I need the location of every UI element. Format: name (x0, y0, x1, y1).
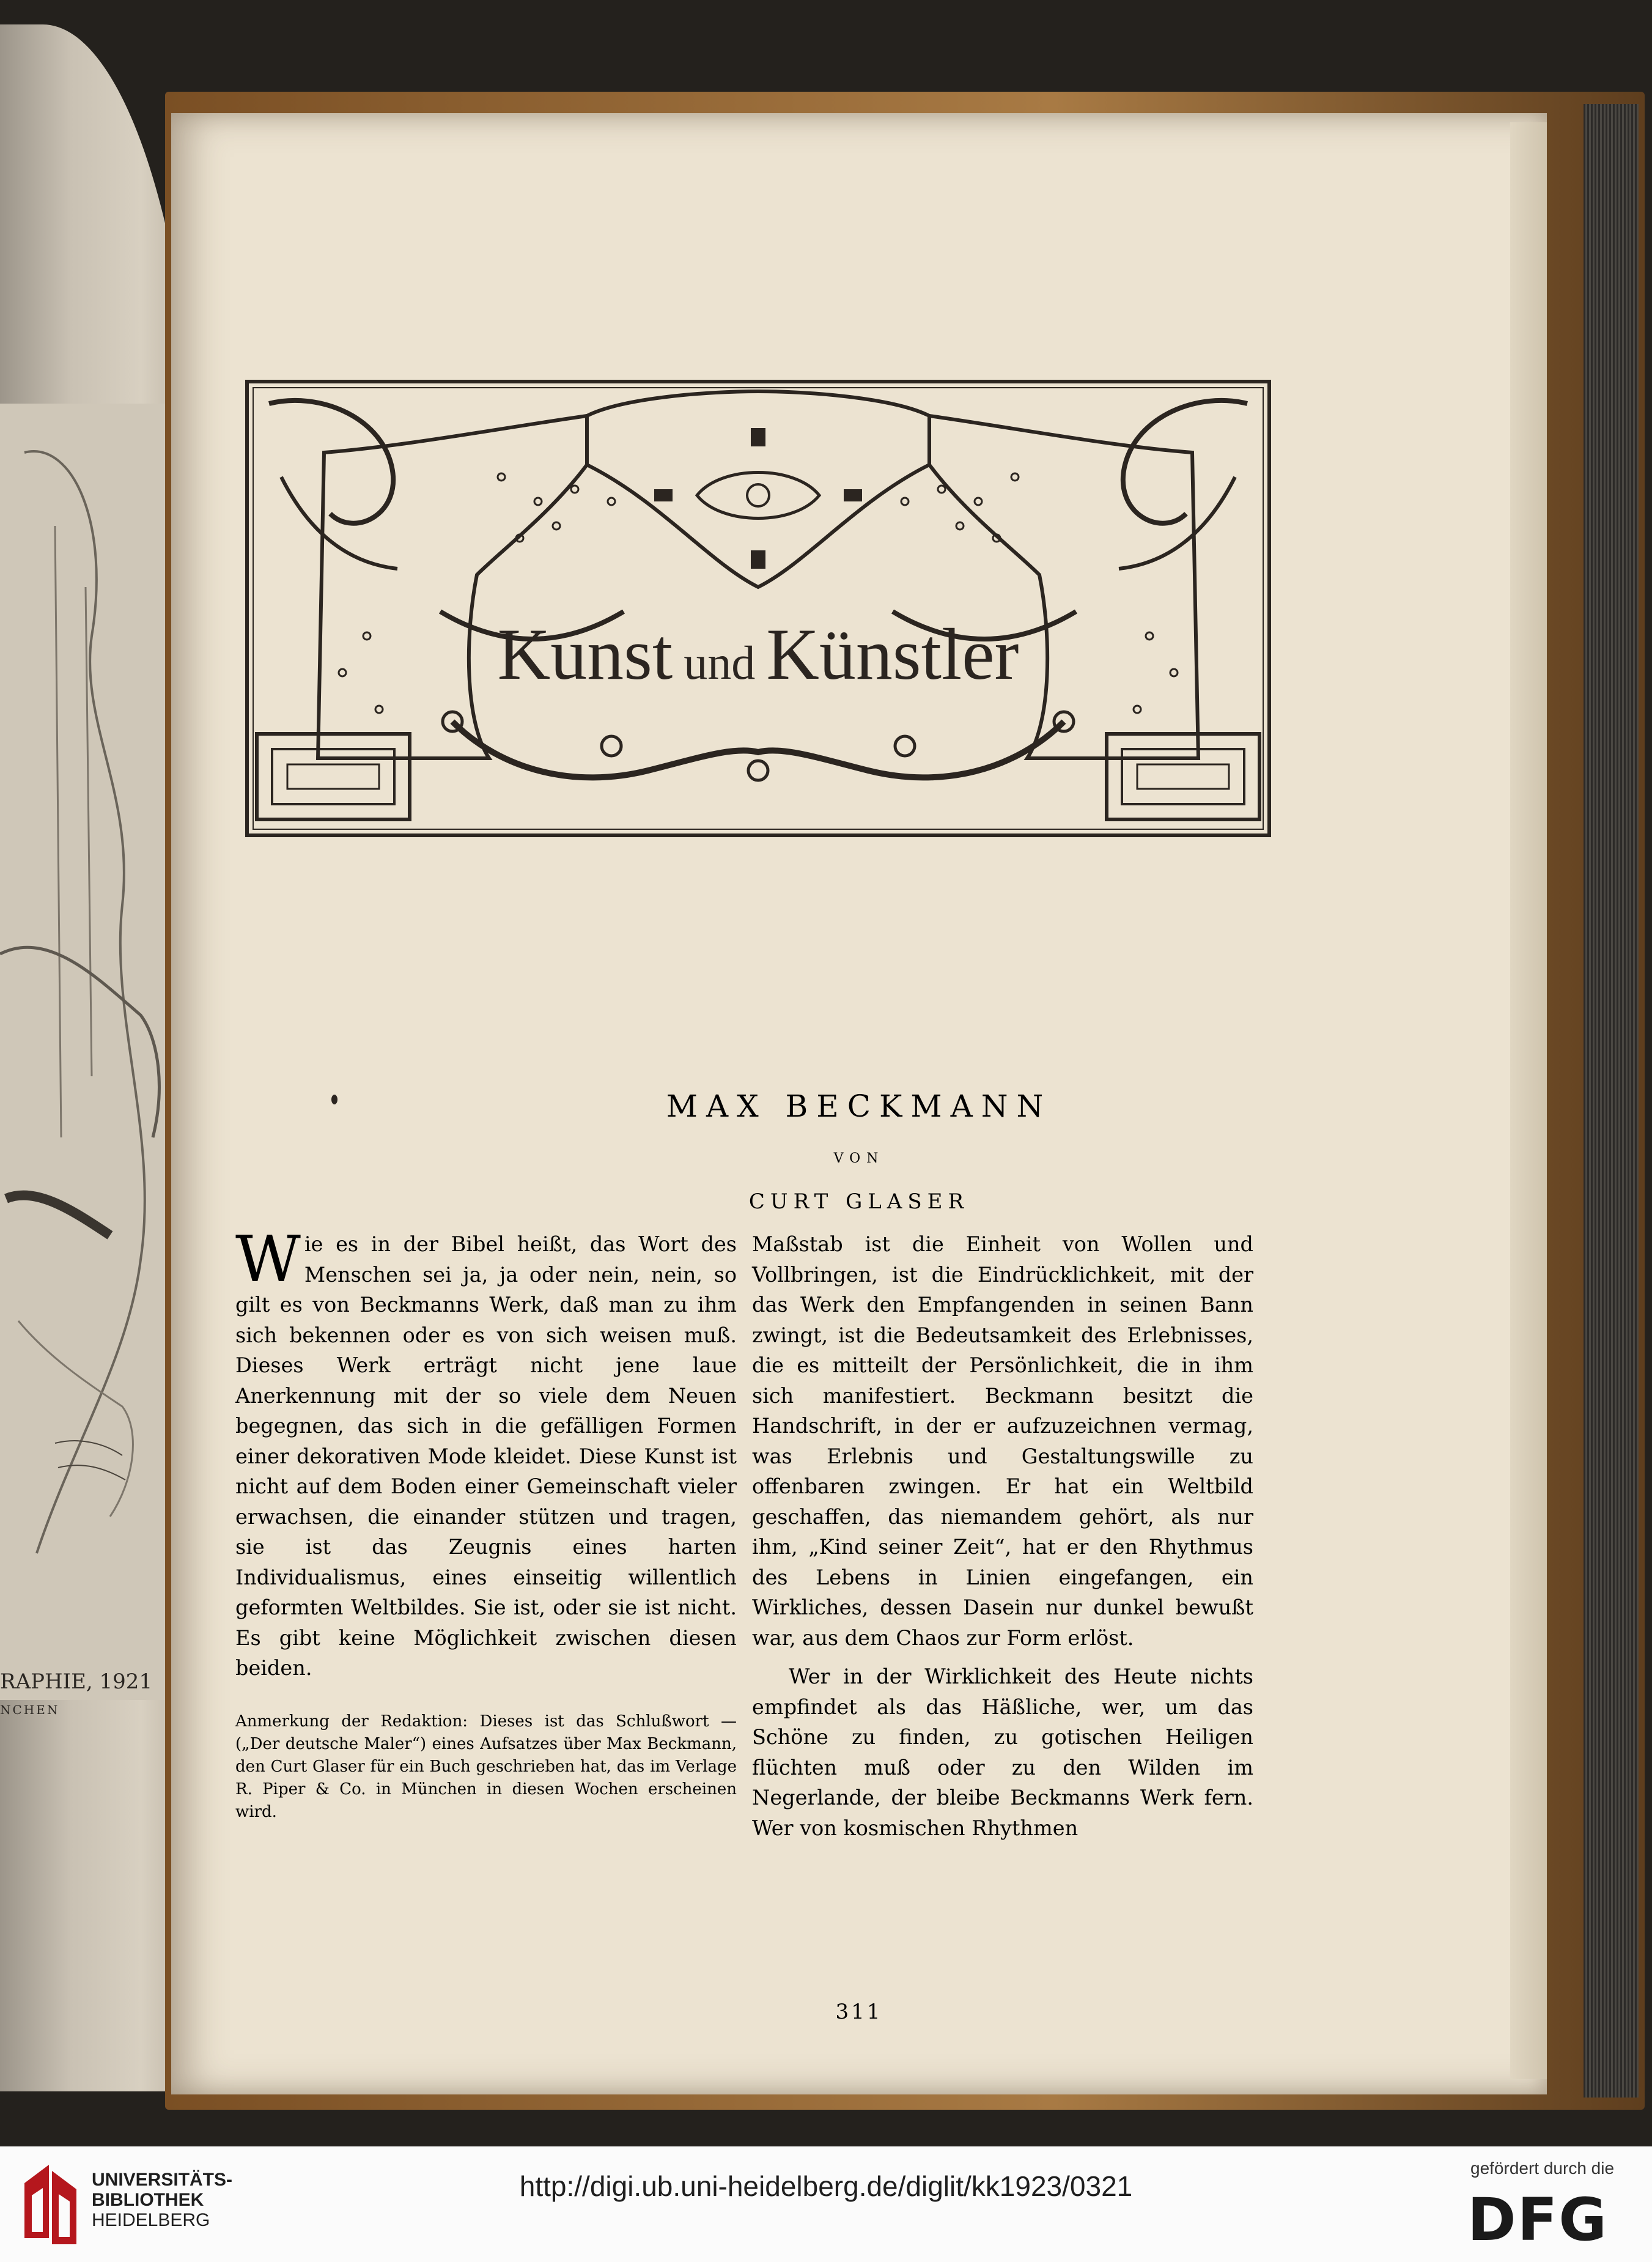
permalink-url[interactable]: http://digi.ub.uni-heidelberg.de/diglit/kk1923/0321 (519, 2170, 1133, 2202)
ornament-title-und: und (684, 636, 756, 689)
left-paragraph-text: ie es in der Bibel heißt, das Wort des Menschen sei ja, ja oder nein, nein, so gilt es von Beckmanns Werk, daß man zu ihm sich bekennen oder es von sich weisen muß. Dieses Werk erträgt nicht jene laue Anerkennung mit der so viele dem Neuen begegnen, das sich in die gefälligen Formen einer dekorativen Mode kleidet. Diese Kunst ist nicht auf dem Boden einer Gemeinschaft vieler erwachsen, die einander stützen und tragen, sie ist das Zeugnis eines harten Individualismus, eines einseitig willentlich geformten Weltbildes. Sie ist, oder sie ist nicht. Es gibt keine Möglichkeit zwischen diesen beiden. (235, 1232, 737, 1680)
library-name-line-3: HEIDELBERG (92, 2210, 210, 2230)
left-page-caption (0, 1669, 183, 1717)
editorial-footnote: Anmerkung der Redaktion: Dieses ist das Schlußwort — („Der deutsche Maler“) eines Aufsatzes über Max Beckmann, den Curt Glaser für ein Buch geschrieben hat, das im Verlage R. Piper & Co. in München in diesen Wochen erscheinen wird. (235, 1712, 737, 1821)
ornament-title-kunst: Kunst (497, 613, 673, 695)
drop-cap: W (235, 1222, 301, 1296)
caption-fragment-text-2: NCHEN (0, 1702, 60, 1717)
right-paragraph-1: Maßstab ist die Einheit von Wollen und Vollbringen, ist die Eindrücklichkeit, mit der das Werk den Empfangenden in seinen Bann zwingt, ist die Bedeutsamkeit des Erlebnisses, die es mitteilt der Persönlichkeit, die in ihm sich manifestiert. Beckmann besitzt die Handschrift, in der er aufzuzeichnen vermag, was Erlebnis und Gestaltungswille zu offenbaren zwingen. Er hat ein Weltbild geschaffen, das niemandem gehört, als nur ihm, „Kind seiner Zeit“, hat er den Rhythmus des Lebens in Linien eingefangen, ein Wirkliches, dessen Dasein nur dunkel bewußt war, aus dem Chaos zur Form erlöst. (752, 1232, 1253, 1650)
funding-note: gefördert durch die (1470, 2159, 1615, 2178)
library-name-line-1: UNIVERSITÄTS- (92, 2170, 233, 2190)
caption-fragment-text: RAPHIE, 1921 (0, 1669, 153, 1694)
svg-text:Kunst und Künstler (498, 613, 1019, 695)
article-author: CURT GLASER (748, 1189, 970, 1214)
dfg-logo: DFG (1467, 2186, 1609, 2254)
sketch-drawing (0, 404, 183, 1700)
book-spine-edge (1584, 104, 1639, 2098)
library-name-line-2: BIBLIOTHEK (92, 2190, 204, 2210)
left-paragraph (235, 1222, 737, 1684)
right-paragraph-2: Wer in der Wirklichkeit des Heute nichts empfindet als das Häßliche, wer, um das Schöne zu finden, zu gotischen Heiligen flüchten muß oder zu den Wilden im Negerlande, der bleibe Beckmanns Werk fern. Wer von kosmischen Rhythmen (752, 1665, 1253, 1840)
left-page-sketch (0, 404, 183, 1700)
left-text-column (235, 1222, 737, 1839)
header-ornament (245, 379, 1272, 838)
footer-bar (0, 2146, 1652, 2262)
article-title: MAX BECKMANN (666, 1088, 1052, 1124)
right-text-column (752, 1229, 1253, 1843)
article-heading (171, 1088, 1547, 1214)
article-by: VON (833, 1151, 885, 1166)
ornament-title-kuenstler: Künstler (766, 613, 1019, 695)
page-number: 311 (835, 2000, 883, 2024)
